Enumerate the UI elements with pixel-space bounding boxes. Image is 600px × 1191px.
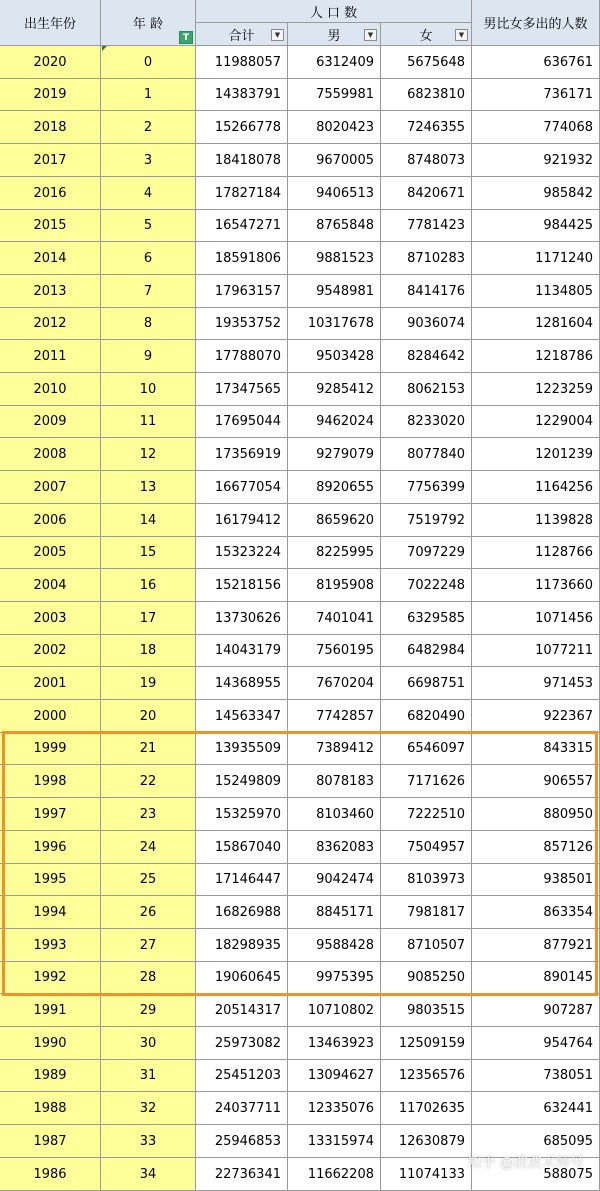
- header-male-excess-label: 男比女多出的人数: [483, 17, 588, 32]
- cell-male[interactable]: 9406513: [288, 177, 381, 210]
- cell-age[interactable]: 34: [101, 1158, 196, 1191]
- cell-total[interactable]: 16677054: [196, 471, 288, 504]
- cell-male-excess[interactable]: 971453: [472, 667, 600, 700]
- header-birth-year-label: 出生年份: [23, 17, 76, 32]
- header-male-label: 男: [327, 28, 341, 44]
- cell-total[interactable]: 24037711: [196, 1092, 288, 1125]
- cell-total[interactable]: 17356919: [196, 438, 288, 471]
- cell-age[interactable]: 14: [101, 504, 196, 537]
- cell-female[interactable]: 7097229: [381, 537, 472, 569]
- cell-age[interactable]: 7: [101, 275, 196, 308]
- cell-birth-year[interactable]: 1990: [0, 1027, 101, 1060]
- cell-total[interactable]: 15218156: [196, 569, 288, 602]
- cell-male[interactable]: 9548981: [288, 275, 381, 308]
- cell-age[interactable]: 23: [101, 798, 196, 831]
- cell-male-excess[interactable]: 863354: [472, 896, 600, 929]
- cell-total[interactable]: 14383791: [196, 79, 288, 111]
- cell-birth-year[interactable]: 1989: [0, 1060, 101, 1092]
- header-male-excess[interactable]: [472, 0, 600, 46]
- cell-total[interactable]: 16826988: [196, 896, 288, 929]
- cell-male-excess[interactable]: 880950: [472, 798, 600, 831]
- cell-female[interactable]: 12630879: [381, 1125, 472, 1158]
- cell-birth-year[interactable]: 2016: [0, 177, 101, 210]
- cell-birth-year[interactable]: 2001: [0, 667, 101, 700]
- cell-male[interactable]: 6312409: [288, 46, 381, 79]
- cell-total[interactable]: 13935509: [196, 733, 288, 765]
- cell-total[interactable]: 14563347: [196, 700, 288, 733]
- cell-age[interactable]: 4: [101, 177, 196, 210]
- cell-age[interactable]: 22: [101, 765, 196, 798]
- cell-male[interactable]: 7742857: [288, 700, 381, 733]
- cell-age[interactable]: 16: [101, 569, 196, 602]
- cell-female[interactable]: 7756399: [381, 471, 472, 504]
- cell-male-excess[interactable]: 857126: [472, 831, 600, 864]
- cell-male[interactable]: 9670005: [288, 144, 381, 177]
- cell-male[interactable]: 8078183: [288, 765, 381, 798]
- cell-male[interactable]: 8845171: [288, 896, 381, 929]
- cell-birth-year[interactable]: 1987: [0, 1125, 101, 1158]
- cell-age[interactable]: 6: [101, 242, 196, 275]
- cell-birth-year[interactable]: 2010: [0, 373, 101, 406]
- cell-total[interactable]: 25946853: [196, 1125, 288, 1158]
- header-age[interactable]: [101, 0, 196, 46]
- cell-total[interactable]: 15249809: [196, 765, 288, 798]
- cell-male[interactable]: 9462024: [288, 406, 381, 438]
- cell-birth-year[interactable]: 2004: [0, 569, 101, 602]
- cell-female[interactable]: 7519792: [381, 504, 472, 537]
- cell-total[interactable]: 15266778: [196, 111, 288, 144]
- cell-age[interactable]: 1: [101, 79, 196, 111]
- cell-female[interactable]: 6823810: [381, 79, 472, 111]
- cell-male[interactable]: 7401041: [288, 602, 381, 635]
- filter-dropdown-glyph: ▼: [458, 31, 465, 39]
- cell-birth-year[interactable]: 2000: [0, 700, 101, 733]
- cell-male-excess[interactable]: 1173660: [472, 569, 600, 602]
- cell-male[interactable]: 13094627: [288, 1060, 381, 1092]
- cell-male[interactable]: 10317678: [288, 308, 381, 340]
- cell-male-excess[interactable]: 890145: [472, 962, 600, 994]
- cell-male[interactable]: 8020423: [288, 111, 381, 144]
- cell-female[interactable]: 6482984: [381, 635, 472, 667]
- header-age-label: 年 龄: [132, 17, 164, 32]
- cell-age[interactable]: 24: [101, 831, 196, 864]
- cell-male-excess[interactable]: 907287: [472, 994, 600, 1027]
- header-female-label: 女: [419, 28, 433, 44]
- cell-total[interactable]: 18298935: [196, 929, 288, 962]
- cell-male[interactable]: 11662208: [288, 1158, 381, 1191]
- cell-male-excess[interactable]: 984425: [472, 210, 600, 242]
- cell-female[interactable]: 11702635: [381, 1092, 472, 1125]
- cell-male-excess[interactable]: 588075: [472, 1158, 600, 1191]
- cell-female[interactable]: 6820490: [381, 700, 472, 733]
- cell-female[interactable]: 8284642: [381, 340, 472, 373]
- cell-birth-year[interactable]: 2009: [0, 406, 101, 438]
- cell-male-excess[interactable]: 1128766: [472, 537, 600, 569]
- cell-age[interactable]: 15: [101, 537, 196, 569]
- cell-male-excess[interactable]: 738051: [472, 1060, 600, 1092]
- cell-male-excess[interactable]: 685095: [472, 1125, 600, 1158]
- cell-total[interactable]: 13730626: [196, 602, 288, 635]
- header-total-label: 合计: [228, 28, 255, 44]
- cell-birth-year[interactable]: 2012: [0, 308, 101, 340]
- cell-female[interactable]: 8414176: [381, 275, 472, 308]
- cell-male-excess[interactable]: 906557: [472, 765, 600, 798]
- cell-age[interactable]: 3: [101, 144, 196, 177]
- cell-male[interactable]: 8225995: [288, 537, 381, 569]
- cell-birth-year[interactable]: 2017: [0, 144, 101, 177]
- cell-age[interactable]: 32: [101, 1092, 196, 1125]
- cell-female[interactable]: 7022248: [381, 569, 472, 602]
- cell-male[interactable]: 8659620: [288, 504, 381, 537]
- cell-birth-year[interactable]: 2013: [0, 275, 101, 308]
- cell-male-excess[interactable]: 1223259: [472, 373, 600, 406]
- filter-active-glyph: T: [182, 32, 190, 43]
- cell-female[interactable]: 8420671: [381, 177, 472, 210]
- cell-female[interactable]: 7504957: [381, 831, 472, 864]
- cell-female[interactable]: 8077840: [381, 438, 472, 471]
- cell-birth-year[interactable]: 2014: [0, 242, 101, 275]
- cell-total[interactable]: 25973082: [196, 1027, 288, 1060]
- cell-birth-year[interactable]: 1995: [0, 864, 101, 896]
- cell-female[interactable]: 8710507: [381, 929, 472, 962]
- cell-birth-year[interactable]: 2007: [0, 471, 101, 504]
- cell-male[interactable]: 9279079: [288, 438, 381, 471]
- cell-total[interactable]: 20514317: [196, 994, 288, 1027]
- cell-male-excess[interactable]: 922367: [472, 700, 600, 733]
- cell-female[interactable]: 6329585: [381, 602, 472, 635]
- cell-total[interactable]: 22736341: [196, 1158, 288, 1191]
- cell-total[interactable]: 16179412: [196, 504, 288, 537]
- cell-age[interactable]: 0: [101, 46, 196, 79]
- filter-dropdown-icon[interactable]: [455, 29, 468, 41]
- cell-total[interactable]: 19060645: [196, 962, 288, 994]
- cell-male[interactable]: 7559981: [288, 79, 381, 111]
- cell-female[interactable]: 7781423: [381, 210, 472, 242]
- cell-age[interactable]: 25: [101, 864, 196, 896]
- cell-age[interactable]: 29: [101, 994, 196, 1027]
- header-population-label: 人 口 数: [309, 5, 358, 21]
- cell-birth-year[interactable]: 1998: [0, 765, 101, 798]
- cell-male[interactable]: 12335076: [288, 1092, 381, 1125]
- cell-male[interactable]: 9881523: [288, 242, 381, 275]
- header-total[interactable]: [196, 23, 288, 46]
- cell-male-excess[interactable]: 1201239: [472, 438, 600, 471]
- cell-male-excess[interactable]: 1071456: [472, 602, 600, 635]
- cell-age[interactable]: 33: [101, 1125, 196, 1158]
- cell-birth-year[interactable]: 2006: [0, 504, 101, 537]
- cell-age[interactable]: 10: [101, 373, 196, 406]
- cell-birth-year[interactable]: 2020: [0, 46, 101, 79]
- cell-total[interactable]: 16547271: [196, 210, 288, 242]
- cell-total[interactable]: 17788070: [196, 340, 288, 373]
- watermark-text: 知乎 @波波术师号: [467, 1155, 584, 1171]
- cell-male-excess[interactable]: 1134805: [472, 275, 600, 308]
- cell-male-excess[interactable]: 985842: [472, 177, 600, 210]
- cell-total[interactable]: 15325970: [196, 798, 288, 831]
- cell-male-excess[interactable]: 632441: [472, 1092, 600, 1125]
- cell-birth-year[interactable]: 2019: [0, 79, 101, 111]
- cell-male[interactable]: 9285412: [288, 373, 381, 406]
- cell-female[interactable]: 8748073: [381, 144, 472, 177]
- cell-female[interactable]: 7171626: [381, 765, 472, 798]
- cell-birth-year[interactable]: 1994: [0, 896, 101, 929]
- cell-age[interactable]: 2: [101, 111, 196, 144]
- cell-age[interactable]: 9: [101, 340, 196, 373]
- cell-age[interactable]: 19: [101, 667, 196, 700]
- cell-female[interactable]: 7981817: [381, 896, 472, 929]
- filter-dropdown-icon[interactable]: [364, 29, 377, 41]
- cell-male-excess[interactable]: 1218786: [472, 340, 600, 373]
- cell-birth-year[interactable]: 2002: [0, 635, 101, 667]
- cell-male-excess[interactable]: 1229004: [472, 406, 600, 438]
- cell-male-excess[interactable]: 921932: [472, 144, 600, 177]
- cell-birth-year[interactable]: 1993: [0, 929, 101, 962]
- cell-total[interactable]: 18418078: [196, 144, 288, 177]
- cell-male[interactable]: 9588428: [288, 929, 381, 962]
- cell-female[interactable]: 9803515: [381, 994, 472, 1027]
- cell-birth-year[interactable]: 2011: [0, 340, 101, 373]
- cell-age[interactable]: 31: [101, 1060, 196, 1092]
- cell-male[interactable]: 8765848: [288, 210, 381, 242]
- cell-birth-year[interactable]: 1999: [0, 733, 101, 765]
- cell-birth-year[interactable]: 2008: [0, 438, 101, 471]
- cell-total[interactable]: 25451203: [196, 1060, 288, 1092]
- cell-male-excess[interactable]: 1077211: [472, 635, 600, 667]
- cell-birth-year[interactable]: 1986: [0, 1158, 101, 1191]
- cell-male[interactable]: 13315974: [288, 1125, 381, 1158]
- cell-male-excess[interactable]: 1171240: [472, 242, 600, 275]
- cell-age[interactable]: 28: [101, 962, 196, 994]
- cell-male[interactable]: 7389412: [288, 733, 381, 765]
- cell-total[interactable]: 15867040: [196, 831, 288, 864]
- cell-female[interactable]: 9036074: [381, 308, 472, 340]
- cell-total[interactable]: 14043179: [196, 635, 288, 667]
- cell-male-excess[interactable]: 954764: [472, 1027, 600, 1060]
- cell-female[interactable]: 5675648: [381, 46, 472, 79]
- cell-birth-year[interactable]: 2003: [0, 602, 101, 635]
- cell-total[interactable]: 19353752: [196, 308, 288, 340]
- cell-birth-year[interactable]: 2018: [0, 111, 101, 144]
- cell-total[interactable]: 17963157: [196, 275, 288, 308]
- cell-female[interactable]: 7246355: [381, 111, 472, 144]
- cell-total[interactable]: 17347565: [196, 373, 288, 406]
- cell-age[interactable]: 11: [101, 406, 196, 438]
- cell-male[interactable]: 8362083: [288, 831, 381, 864]
- header-female[interactable]: [381, 23, 472, 46]
- cell-male[interactable]: 7560195: [288, 635, 381, 667]
- cell-age[interactable]: 26: [101, 896, 196, 929]
- cell-male[interactable]: 7670204: [288, 667, 381, 700]
- cell-birth-year[interactable]: 1996: [0, 831, 101, 864]
- cell-age[interactable]: 20: [101, 700, 196, 733]
- cell-age[interactable]: 12: [101, 438, 196, 471]
- cell-female[interactable]: 12356576: [381, 1060, 472, 1092]
- cell-birth-year[interactable]: 2005: [0, 537, 101, 569]
- cell-total[interactable]: 11988057: [196, 46, 288, 79]
- header-birth-year[interactable]: [0, 0, 101, 46]
- filter-dropdown-glyph: ▼: [274, 31, 281, 39]
- cell-female[interactable]: 8233020: [381, 406, 472, 438]
- cell-male[interactable]: 13463923: [288, 1027, 381, 1060]
- cell-male[interactable]: 8195908: [288, 569, 381, 602]
- cell-female[interactable]: 11074133: [381, 1158, 472, 1191]
- cell-female[interactable]: 9085250: [381, 962, 472, 994]
- cell-male-excess[interactable]: 843315: [472, 733, 600, 765]
- cell-male-excess[interactable]: 877921: [472, 929, 600, 962]
- cell-female[interactable]: 8103973: [381, 864, 472, 896]
- cell-male-excess[interactable]: 1139828: [472, 504, 600, 537]
- header-male[interactable]: [288, 23, 381, 46]
- cell-birth-year[interactable]: 1988: [0, 1092, 101, 1125]
- cell-total[interactable]: 14368955: [196, 667, 288, 700]
- filter-dropdown-icon[interactable]: [271, 29, 284, 41]
- filter-active-icon[interactable]: [179, 31, 193, 44]
- cell-male[interactable]: 8920655: [288, 471, 381, 504]
- cell-male-excess[interactable]: 774068: [472, 111, 600, 144]
- cell-male-excess[interactable]: 938501: [472, 864, 600, 896]
- cell-age[interactable]: 5: [101, 210, 196, 242]
- cell-female[interactable]: 6546097: [381, 733, 472, 765]
- cell-male[interactable]: 9503428: [288, 340, 381, 373]
- cell-total[interactable]: 17146447: [196, 864, 288, 896]
- cell-male[interactable]: 9975395: [288, 962, 381, 994]
- cell-total[interactable]: 15323224: [196, 537, 288, 569]
- cell-male[interactable]: 8103460: [288, 798, 381, 831]
- cell-age[interactable]: 27: [101, 929, 196, 962]
- cell-age[interactable]: 30: [101, 1027, 196, 1060]
- cell-female[interactable]: 6698751: [381, 667, 472, 700]
- cell-female[interactable]: 8062153: [381, 373, 472, 406]
- cell-birth-year[interactable]: 1992: [0, 962, 101, 994]
- filter-dropdown-glyph: ▼: [367, 31, 374, 39]
- cell-female[interactable]: 12509159: [381, 1027, 472, 1060]
- cell-birth-year[interactable]: 2015: [0, 210, 101, 242]
- cell-age[interactable]: 17: [101, 602, 196, 635]
- cell-total[interactable]: 17695044: [196, 406, 288, 438]
- cell-male[interactable]: 9042474: [288, 864, 381, 896]
- cell-total[interactable]: 18591806: [196, 242, 288, 275]
- cell-age[interactable]: 21: [101, 733, 196, 765]
- cell-age[interactable]: 13: [101, 471, 196, 504]
- cell-age[interactable]: 8: [101, 308, 196, 340]
- cell-male-excess[interactable]: 1281604: [472, 308, 600, 340]
- cell-male-excess[interactable]: 1164256: [472, 471, 600, 504]
- header-population-group: [196, 0, 472, 23]
- cell-birth-year[interactable]: 1991: [0, 994, 101, 1027]
- cell-male-excess[interactable]: 736171: [472, 79, 600, 111]
- cell-birth-year[interactable]: 1997: [0, 798, 101, 831]
- cell-female[interactable]: 7222510: [381, 798, 472, 831]
- cell-total[interactable]: 17827184: [196, 177, 288, 210]
- cell-female[interactable]: 8710283: [381, 242, 472, 275]
- cell-corner-marker: [102, 46, 107, 51]
- cell-age[interactable]: 18: [101, 635, 196, 667]
- cell-male[interactable]: 10710802: [288, 994, 381, 1027]
- cell-male-excess[interactable]: 636761: [472, 46, 600, 79]
